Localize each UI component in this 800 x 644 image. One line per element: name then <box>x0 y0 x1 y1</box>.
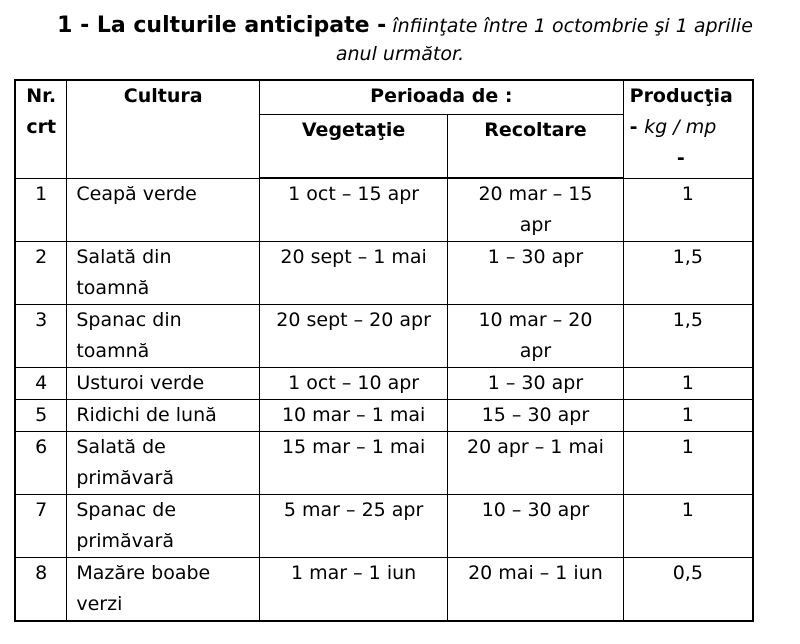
header-productia-unit: kg / mp <box>644 116 717 138</box>
cell-nr: 6 <box>15 432 67 495</box>
cell-nr: 1 <box>15 178 67 242</box>
table-row <box>15 400 753 432</box>
cell-cultura: Salată de primăvară <box>67 432 260 495</box>
header-perioada: Perioada de : <box>259 80 623 115</box>
cell-productia: 1 <box>623 178 753 242</box>
header-row-top <box>15 80 753 115</box>
cell-vegetatie: 1 oct – 15 apr <box>259 178 447 242</box>
cell-nr: 5 <box>15 400 67 432</box>
cell-nr: 7 <box>15 495 67 558</box>
cell-productia: 1 <box>623 432 753 495</box>
cell-recoltare: 20 mai – 1 iun <box>448 558 623 622</box>
cell-productia: 1,5 <box>623 242 753 305</box>
table-row <box>15 558 753 622</box>
cell-vegetatie: 10 mar – 1 mai <box>259 400 447 432</box>
cell-productia: 0,5 <box>623 558 753 622</box>
cell-recoltare: 20 apr – 1 mai <box>448 432 623 495</box>
cell-cultura: Usturoi verde <box>67 368 260 400</box>
cell-vegetatie: 5 mar – 25 apr <box>259 495 447 558</box>
cell-cultura: Salată din toamnă <box>67 242 260 305</box>
table-row <box>15 242 753 305</box>
cell-nr: 2 <box>15 242 67 305</box>
table-row <box>15 432 753 495</box>
table-row <box>15 368 753 400</box>
table-body <box>15 178 753 621</box>
cell-recoltare: 10 – 30 apr <box>448 495 623 558</box>
header-productia-title: Producţia <box>629 85 733 107</box>
cell-vegetatie: 1 oct – 10 apr <box>259 368 447 400</box>
section-title <box>0 12 800 68</box>
cell-cultura: Mazăre boabe verzi <box>67 558 260 622</box>
cell-cultura: Spanac de primăvară <box>67 495 260 558</box>
cell-nr: 3 <box>15 305 67 368</box>
header-recoltare: Recoltare <box>448 115 623 179</box>
cell-cultura: Spanac din toamnă <box>67 305 260 368</box>
header-nr: Nr. crt <box>15 80 67 178</box>
cell-nr: 4 <box>15 368 67 400</box>
cell-cultura: Ceapă verde <box>67 178 260 242</box>
table-row <box>15 305 753 368</box>
cell-recoltare: 1 – 30 apr <box>448 242 623 305</box>
cell-vegetatie: 20 sept – 20 apr <box>259 305 447 368</box>
cell-vegetatie: 20 sept – 1 mai <box>259 242 447 305</box>
header-productia: Producţia - kg / mp - <box>623 80 753 178</box>
title-bold: 1 - La culturile anticipate - <box>57 13 387 38</box>
header-cultura: Cultura <box>67 80 260 178</box>
cell-recoltare: 20 mar – 15 apr <box>448 178 623 242</box>
header-vegetatie: Vegetaţie <box>259 115 447 179</box>
cell-vegetatie: 1 mar – 1 iun <box>259 558 447 622</box>
cell-recoltare: 15 – 30 apr <box>448 400 623 432</box>
title-italic-line1: înfiinţate între 1 octombrie şi 1 aprilie <box>392 15 753 37</box>
cell-recoltare: 1 – 30 apr <box>448 368 623 400</box>
cell-recoltare: 10 mar – 20 apr <box>448 305 623 368</box>
cell-productia: 1 <box>623 400 753 432</box>
cell-vegetatie: 15 mar – 1 mai <box>259 432 447 495</box>
cell-nr: 8 <box>15 558 67 622</box>
cultures-table <box>14 79 754 622</box>
cell-productia: 1 <box>623 495 753 558</box>
cell-cultura: Ridichi de lună <box>67 400 260 432</box>
table-row <box>15 495 753 558</box>
title-italic-line2: anul următor. <box>335 43 465 65</box>
cell-productia: 1,5 <box>623 305 753 368</box>
table-row <box>15 178 753 242</box>
cell-productia: 1 <box>623 368 753 400</box>
